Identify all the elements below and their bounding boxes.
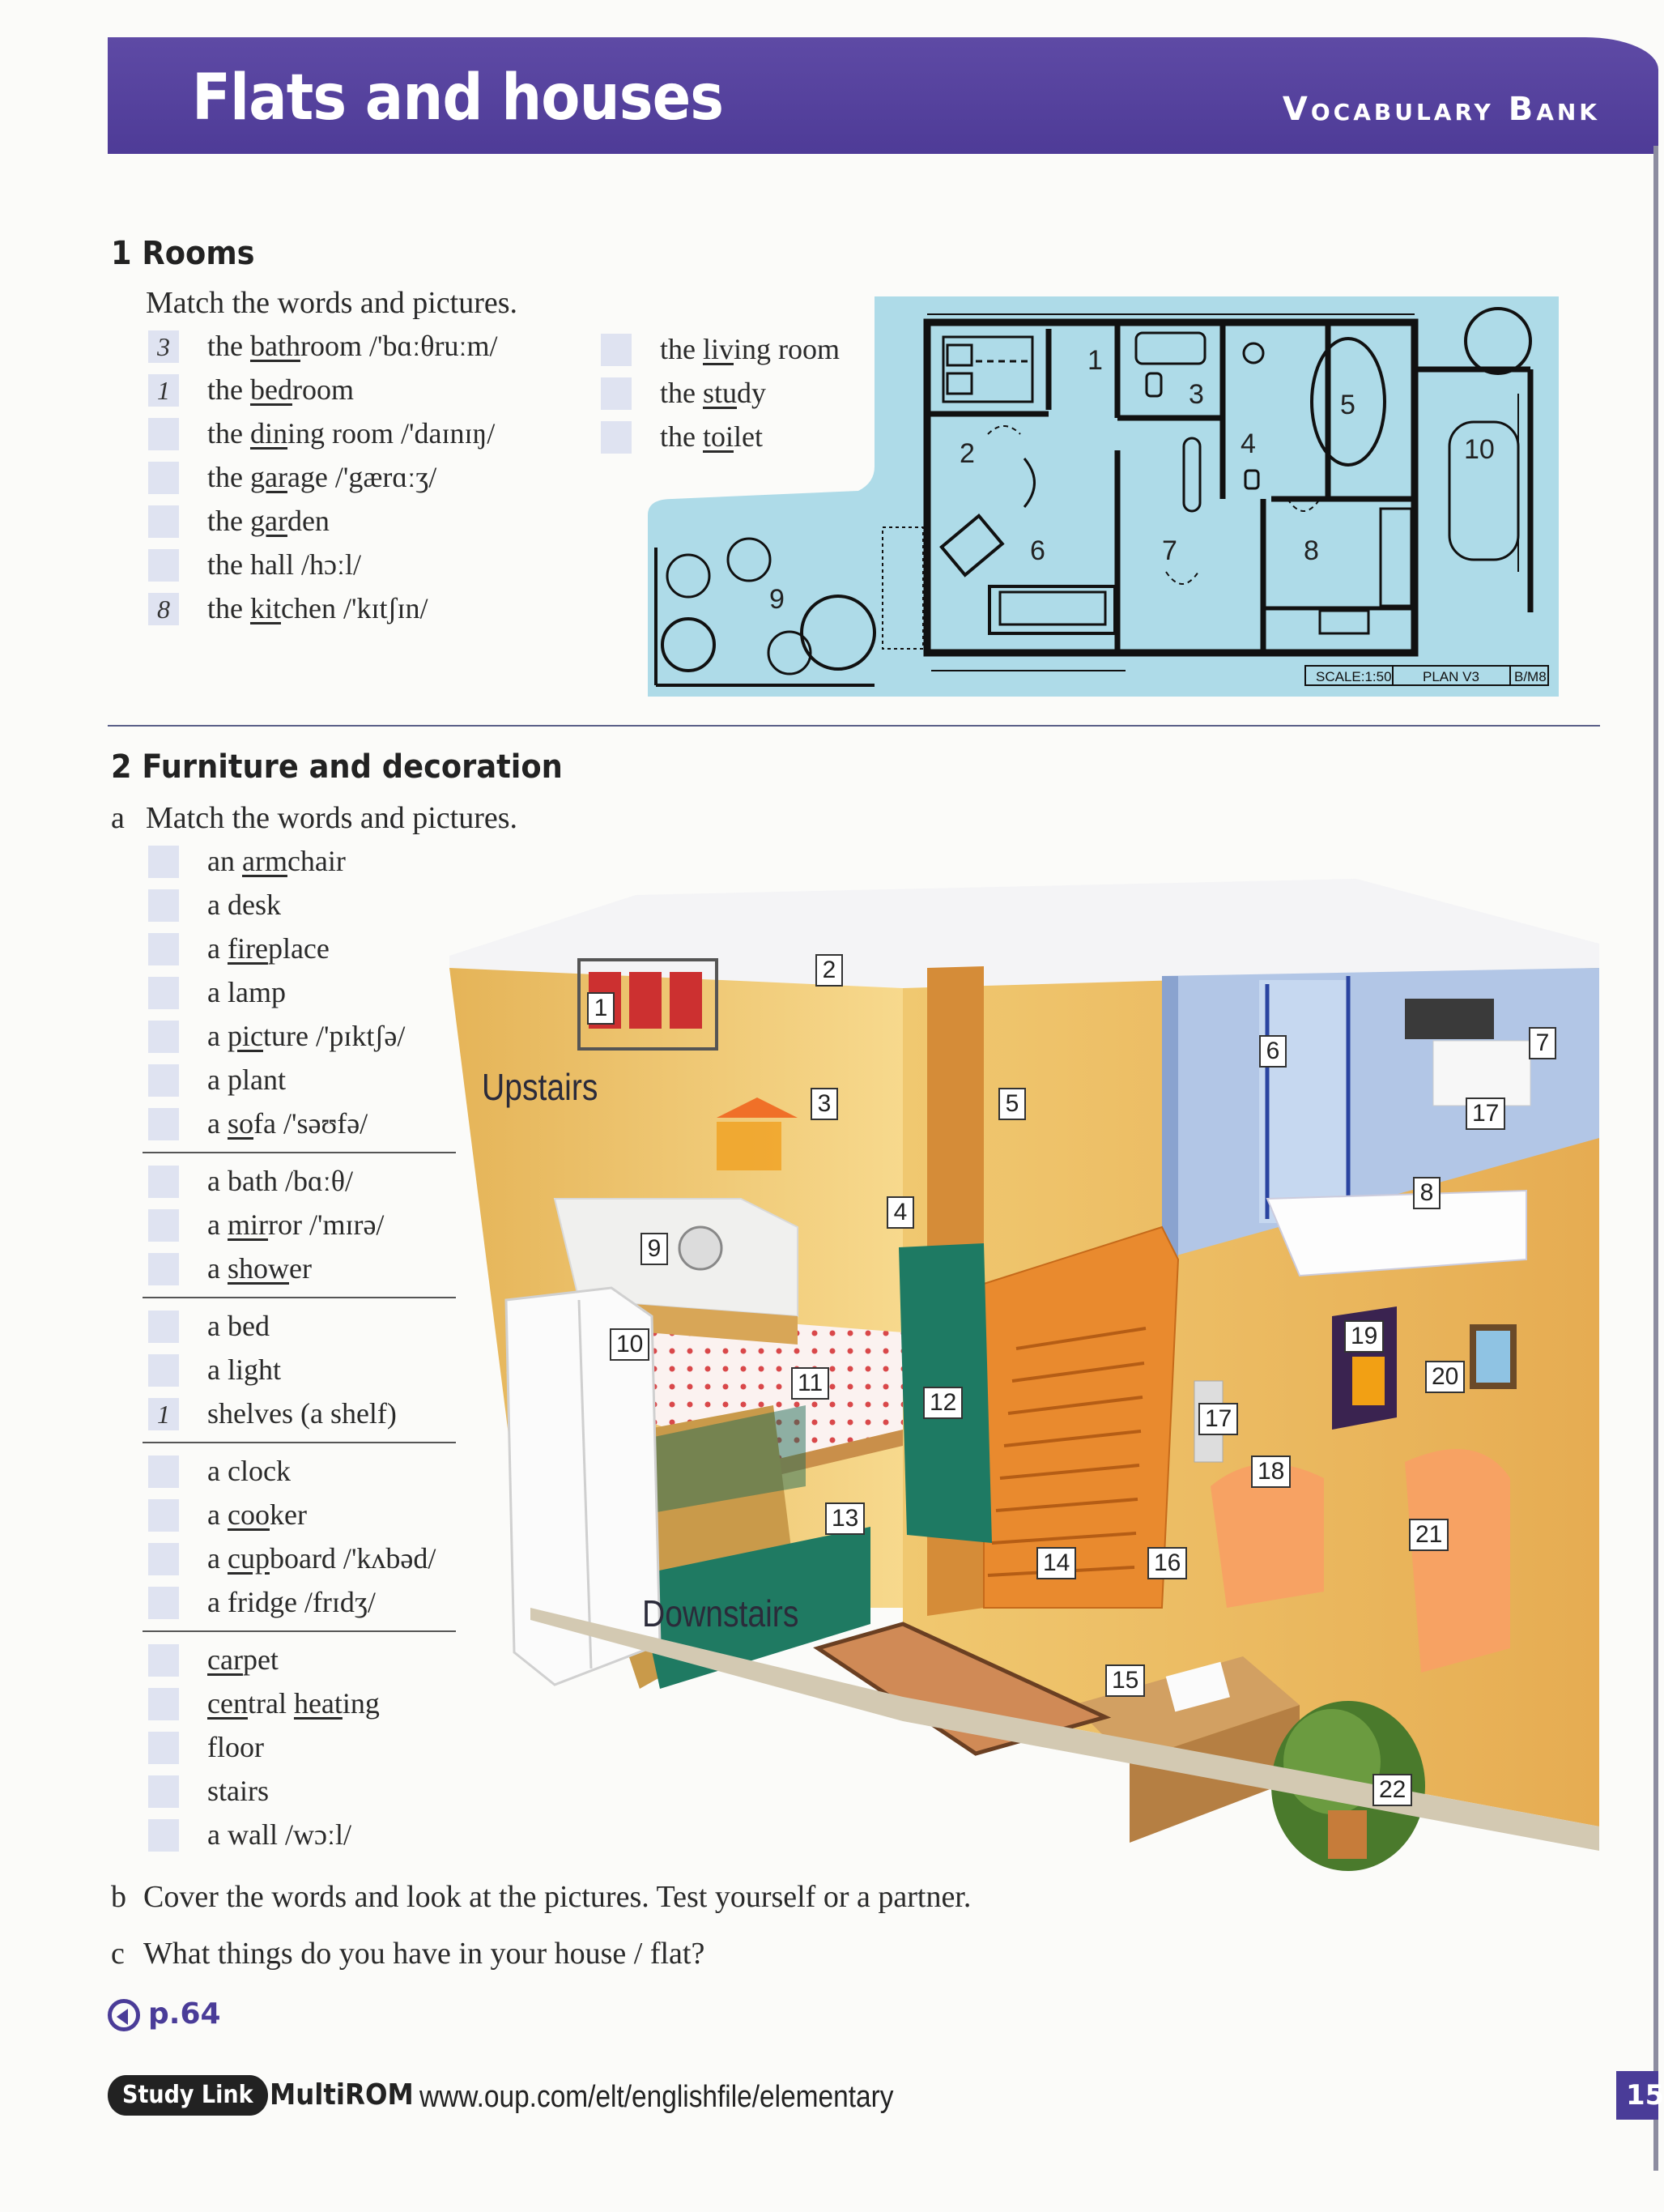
stressed-syllable: bath bbox=[249, 330, 300, 362]
word-segment: ture /'pɪktʃə/ bbox=[262, 1020, 406, 1052]
back-page-link[interactable] bbox=[108, 1997, 221, 2031]
word-text bbox=[207, 1250, 312, 1287]
word-segment: a wall /wɔːl/ bbox=[207, 1818, 351, 1851]
word-segment: the bbox=[207, 505, 250, 537]
answer-box[interactable] bbox=[148, 1311, 179, 1343]
word-text bbox=[207, 371, 354, 408]
plan-label-1: 1 bbox=[1087, 345, 1103, 376]
downstairs-label: Downstairs bbox=[642, 1592, 799, 1634]
plan-label-8: 8 bbox=[1304, 535, 1319, 566]
word-segment: the bbox=[207, 330, 250, 362]
house-label-15: 15 bbox=[1105, 1664, 1145, 1697]
word-text bbox=[207, 1351, 281, 1388]
house-label-7: 7 bbox=[1529, 1027, 1556, 1059]
word-segment: an bbox=[207, 845, 242, 877]
stressed-syllable: bed bbox=[249, 373, 292, 406]
word-text bbox=[207, 415, 495, 452]
house-label-22: 22 bbox=[1372, 1774, 1412, 1806]
page-header bbox=[108, 37, 1658, 154]
stressed-syllable: cen bbox=[207, 1687, 248, 1720]
word-text bbox=[207, 886, 281, 923]
plan-label-2: 2 bbox=[960, 438, 975, 469]
word-segment: age /'gærɑːʒ/ bbox=[287, 461, 437, 493]
answer-box[interactable] bbox=[148, 1499, 179, 1532]
answer-box[interactable]: 8 bbox=[148, 593, 179, 625]
exercise-c-letter: c bbox=[111, 1937, 125, 1971]
stressed-syllable: show bbox=[227, 1252, 289, 1285]
plan-label-9: 9 bbox=[769, 584, 785, 615]
stressed-syllable: heat bbox=[293, 1687, 343, 1720]
word-segment: ing room bbox=[734, 333, 840, 365]
group-divider bbox=[143, 1442, 456, 1443]
word-text bbox=[207, 1105, 368, 1142]
word-segment: board /'kʌbəd/ bbox=[269, 1542, 436, 1575]
word-segment: a clock bbox=[207, 1455, 291, 1487]
house-label-18: 18 bbox=[1251, 1455, 1291, 1488]
word-text bbox=[207, 1452, 291, 1490]
answer-box[interactable] bbox=[601, 334, 632, 366]
word-segment: dy bbox=[737, 377, 766, 409]
word-segment: a bath /bɑːθ/ bbox=[207, 1165, 354, 1197]
word-segment: a lamp bbox=[207, 976, 286, 1008]
word-segment: let bbox=[734, 420, 763, 453]
plan-label-10: 10 bbox=[1464, 434, 1495, 465]
answer-box[interactable] bbox=[148, 933, 179, 965]
word-text bbox=[207, 1583, 376, 1621]
word-text bbox=[207, 842, 346, 880]
word-segment: a bbox=[207, 1252, 228, 1285]
answer-box[interactable] bbox=[148, 1543, 179, 1575]
word-segment: a bbox=[207, 1208, 228, 1241]
word-text bbox=[207, 502, 330, 539]
answer-box[interactable] bbox=[148, 1064, 179, 1097]
answer-box[interactable]: 3 bbox=[148, 330, 179, 363]
answer-box[interactable] bbox=[148, 1354, 179, 1387]
house-label-3: 3 bbox=[811, 1088, 838, 1120]
house-label-2: 2 bbox=[815, 954, 843, 987]
word-segment: chen /'kɪtʃɪn/ bbox=[281, 592, 428, 624]
answer-box[interactable] bbox=[601, 377, 632, 410]
floor-plan-drawing bbox=[640, 296, 1559, 697]
answer-box[interactable] bbox=[148, 889, 179, 922]
page-title: Flats and houses bbox=[192, 62, 724, 134]
back-page-label: p.64 bbox=[148, 1997, 221, 2031]
word-segment: ror /'mɪrə/ bbox=[267, 1208, 385, 1241]
house-label-5: 5 bbox=[998, 1088, 1026, 1120]
stressed-syllable: toi bbox=[702, 420, 734, 453]
house-label-9: 9 bbox=[640, 1233, 668, 1265]
word-segment: den bbox=[287, 505, 330, 537]
plan-code: PLAN V3 bbox=[1423, 669, 1479, 684]
word-text bbox=[207, 590, 428, 627]
stressed-syllable: mir bbox=[227, 1208, 268, 1241]
word-segment: ker bbox=[269, 1498, 307, 1531]
house-illustration bbox=[449, 879, 1603, 1863]
answer-box[interactable] bbox=[148, 1775, 179, 1808]
plan-label-6: 6 bbox=[1030, 535, 1045, 566]
answer-box[interactable] bbox=[148, 1819, 179, 1852]
word-text bbox=[207, 1307, 270, 1345]
house-label-1: 1 bbox=[587, 992, 615, 1025]
word-segment: a bed bbox=[207, 1310, 270, 1342]
word-segment: the bbox=[660, 420, 703, 453]
exercise-b-text: Cover the words and look at the pictures. Test yourself or a partner. bbox=[143, 1880, 972, 1914]
plan-ref: B/M8 bbox=[1514, 669, 1547, 684]
plan-label-7: 7 bbox=[1162, 535, 1177, 566]
group-divider bbox=[143, 1152, 456, 1153]
stressed-syllable: gar bbox=[249, 461, 287, 493]
word-text bbox=[207, 1017, 405, 1055]
word-segment: ing bbox=[342, 1687, 380, 1720]
house-label-12: 12 bbox=[923, 1387, 963, 1419]
stressed-syllable: so bbox=[227, 1107, 253, 1140]
word-segment: a bbox=[207, 932, 228, 965]
answer-box[interactable] bbox=[148, 1209, 179, 1242]
word-segment: a bbox=[207, 1107, 228, 1140]
word-segment: a bbox=[207, 1542, 228, 1575]
word-segment: a fridge /frɪdʒ/ bbox=[207, 1586, 376, 1618]
answer-box[interactable]: 1 bbox=[148, 1398, 179, 1430]
stressed-syllable: car bbox=[207, 1643, 243, 1676]
answer-box[interactable] bbox=[601, 421, 632, 454]
exercise-a-letter: a bbox=[111, 801, 125, 835]
stressed-syllable: pic bbox=[227, 1020, 263, 1052]
exercise-a-instruction: Match the words and pictures. bbox=[146, 801, 518, 835]
word-text bbox=[207, 1061, 286, 1098]
page-edge bbox=[1653, 146, 1658, 2171]
answer-box[interactable] bbox=[148, 1455, 179, 1488]
stressed-syllable: kit bbox=[249, 592, 281, 624]
section-label: Vocabulary Bank bbox=[1282, 91, 1600, 128]
word-segment: a desk bbox=[207, 889, 281, 921]
answer-box[interactable] bbox=[148, 1108, 179, 1140]
footer-url-link[interactable]: www.oup.com/elt/englishfile/elementary bbox=[419, 2080, 894, 2114]
study-link-badge: Study Link bbox=[108, 2075, 268, 2116]
exercise-b-letter: b bbox=[111, 1880, 126, 1914]
plan-label-5: 5 bbox=[1340, 390, 1355, 420]
word-segment: the hall /hɔːl/ bbox=[207, 548, 361, 581]
answer-box[interactable] bbox=[148, 1587, 179, 1619]
word-segment: a bbox=[207, 1020, 228, 1052]
house-label-17: 17 bbox=[1198, 1403, 1238, 1435]
word-segment: the bbox=[207, 461, 250, 493]
word-segment: chair bbox=[287, 845, 346, 877]
word-text bbox=[207, 1728, 264, 1766]
word-segment: floor bbox=[207, 1731, 264, 1763]
stressed-syllable: arm bbox=[241, 845, 287, 877]
word-text bbox=[207, 1816, 351, 1853]
house-label-19: 19 bbox=[1344, 1320, 1384, 1353]
stressed-syllable: gar bbox=[249, 505, 287, 537]
word-segment: room bbox=[292, 373, 354, 406]
section-divider bbox=[108, 725, 1600, 727]
answer-box[interactable] bbox=[148, 505, 179, 538]
word-segment: room /'bɑːθruːm/ bbox=[300, 330, 498, 362]
word-text bbox=[207, 1395, 397, 1432]
house-label-13: 13 bbox=[825, 1502, 865, 1535]
answer-box[interactable] bbox=[148, 1021, 179, 1053]
word-text bbox=[207, 1206, 384, 1243]
rooms-instruction: Match the words and pictures. bbox=[146, 286, 518, 320]
furniture-heading: 2 Furniture and decoration bbox=[111, 748, 563, 786]
house-label-10: 10 bbox=[610, 1328, 649, 1361]
arrow-left-icon bbox=[108, 1999, 140, 2031]
answer-box[interactable] bbox=[148, 1644, 179, 1677]
word-segment: place bbox=[267, 932, 330, 965]
stressed-syllable: coo bbox=[227, 1498, 270, 1531]
answer-box[interactable] bbox=[148, 977, 179, 1009]
page-number: 15 bbox=[1616, 2071, 1658, 2120]
word-text bbox=[207, 1641, 279, 1678]
plan-scale: SCALE:1:50 bbox=[1316, 669, 1392, 684]
word-segment: er bbox=[289, 1252, 312, 1285]
answer-box[interactable] bbox=[148, 462, 179, 494]
house-label-16: 16 bbox=[1147, 1547, 1187, 1579]
multirom-label: MultiROM bbox=[270, 2078, 414, 2112]
answer-box[interactable] bbox=[148, 549, 179, 582]
word-text bbox=[207, 327, 498, 364]
house-label-20: 20 bbox=[1425, 1361, 1465, 1393]
word-text bbox=[207, 1496, 307, 1533]
house-label-8: 8 bbox=[1413, 1177, 1441, 1209]
word-text bbox=[207, 1540, 436, 1577]
house-label-14: 14 bbox=[1036, 1547, 1076, 1579]
word-segment: pet bbox=[242, 1643, 279, 1676]
exercise-c-text: What things do you have in your house / flat? bbox=[143, 1937, 705, 1971]
word-segment: the bbox=[207, 417, 250, 450]
answer-box[interactable] bbox=[148, 1253, 179, 1285]
word-text bbox=[207, 1772, 269, 1809]
word-text bbox=[207, 1685, 380, 1722]
word-segment: the bbox=[660, 377, 703, 409]
stressed-syllable: cup bbox=[227, 1542, 270, 1575]
word-segment: a light bbox=[207, 1353, 281, 1386]
house-label-6: 6 bbox=[1259, 1035, 1287, 1068]
stressed-syllable: fire bbox=[227, 932, 268, 965]
word-segment: the bbox=[660, 333, 703, 365]
word-text bbox=[207, 1162, 353, 1200]
word-segment: fa /'səʊfə/ bbox=[253, 1107, 368, 1140]
answer-box[interactable]: 1 bbox=[148, 374, 179, 407]
stressed-syllable: stu bbox=[702, 377, 737, 409]
stressed-syllable: din bbox=[249, 417, 287, 450]
word-segment: ing room /'daɪnɪŋ/ bbox=[287, 417, 496, 450]
answer-box[interactable] bbox=[148, 1732, 179, 1764]
word-text bbox=[207, 930, 330, 967]
group-divider bbox=[143, 1297, 456, 1298]
word-segment: the bbox=[207, 373, 250, 406]
floor-plan bbox=[640, 296, 1559, 697]
word-segment: the bbox=[207, 592, 250, 624]
plan-label-4: 4 bbox=[1241, 428, 1256, 459]
answer-box[interactable] bbox=[148, 1688, 179, 1720]
word-segment: shelves (a shelf) bbox=[207, 1397, 397, 1430]
answer-box[interactable] bbox=[148, 418, 179, 450]
word-segment: a plant bbox=[207, 1063, 286, 1096]
answer-box[interactable] bbox=[148, 846, 179, 878]
rooms-heading: 1 Rooms bbox=[111, 235, 255, 272]
word-segment: stairs bbox=[207, 1775, 269, 1807]
group-divider bbox=[143, 1630, 456, 1632]
house-label-17-radiator: 17 bbox=[1466, 1097, 1505, 1130]
word-text bbox=[207, 974, 286, 1011]
stressed-syllable: liv bbox=[702, 333, 734, 365]
upstairs-label: Upstairs bbox=[482, 1066, 598, 1108]
house-label-21: 21 bbox=[1409, 1519, 1449, 1551]
word-segment: tral bbox=[247, 1687, 294, 1720]
house-label-11: 11 bbox=[791, 1367, 829, 1400]
word-text bbox=[207, 546, 361, 583]
house-label-4: 4 bbox=[887, 1196, 914, 1229]
plan-label-3: 3 bbox=[1189, 379, 1204, 410]
answer-box[interactable] bbox=[148, 1166, 179, 1198]
word-text bbox=[207, 458, 436, 496]
word-segment: a bbox=[207, 1498, 228, 1531]
